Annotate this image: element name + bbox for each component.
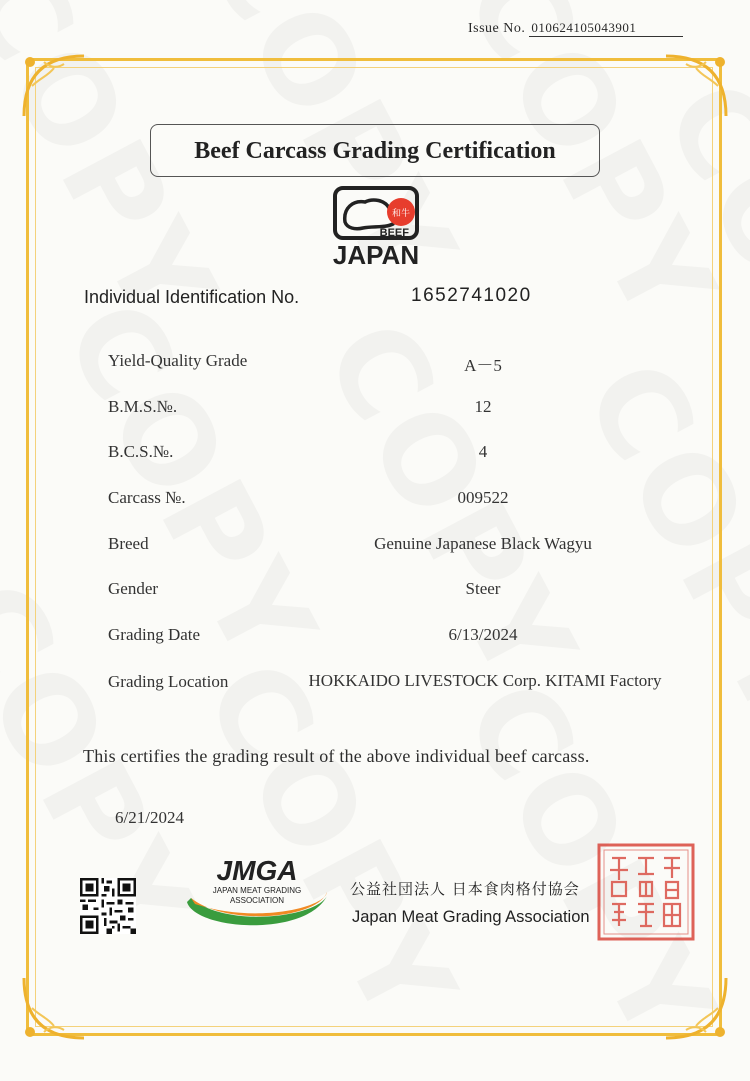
bcs-label: B.C.S.№. <box>108 442 174 461</box>
issue-number: 010624105043901 <box>529 20 683 37</box>
issue-date: 6/21/2024 <box>115 808 184 827</box>
issue-number-line <box>468 20 683 37</box>
bms-value: 12 <box>474 397 492 416</box>
carcass-number-label: Carcass №. <box>108 488 186 507</box>
jmga-line1: JAPAN MEAT GRADING <box>212 886 302 895</box>
gender-label: Gender <box>108 579 159 598</box>
corner-ornament-icon <box>656 968 736 1048</box>
wagyu-beef-japan-logo-icon <box>333 186 419 268</box>
logo-beef-text: BEEF <box>379 227 409 239</box>
corner-ornament-icon <box>14 46 94 126</box>
identification-value: 1652741020 <box>411 285 532 306</box>
organization-name-english: Japan Meat Grading Association <box>352 908 590 926</box>
jmga-line2: ASSOCIATION <box>229 896 285 905</box>
grading-date-value: 6/13/2024 <box>448 625 518 644</box>
identification-label: Individual Identification No. <box>84 287 300 307</box>
breed-label: Breed <box>108 534 149 553</box>
jmga-logo-icon <box>185 852 329 934</box>
bms-label: B.M.S.№. <box>108 397 178 416</box>
corner-ornament-icon <box>14 968 94 1048</box>
breed-value: Genuine Japanese Black Wagyu <box>374 534 592 553</box>
grade-label: Yield-Quality Grade <box>108 351 248 370</box>
gender-value: Steer <box>465 579 501 598</box>
certificate-title: Beef Carcass Grading Certification <box>150 124 600 177</box>
logo-kanji: 和牛 <box>391 209 411 219</box>
bcs-value: 4 <box>478 442 488 461</box>
grading-location-label: Grading Location <box>108 672 229 691</box>
issue-label: Issue No. <box>468 21 526 36</box>
organization-name-japanese: 公益社団法人 日本食肉格付協会 <box>350 880 580 898</box>
official-seal-stamp-icon <box>596 842 696 942</box>
grade-value: A－5 <box>464 356 502 375</box>
certification-statement: This certifies the grading result of the above individual beef carcass. <box>83 746 590 766</box>
qr-code-icon <box>80 878 136 934</box>
logo-japan-text: JAPAN <box>333 240 419 268</box>
corner-ornament-icon <box>656 46 736 126</box>
grading-date-label: Grading Date <box>108 625 201 644</box>
carcass-number-value: 009522 <box>457 488 509 507</box>
jmga-acronym: JMGA <box>216 855 298 886</box>
grading-location-value: HOKKAIDO LIVESTOCK Corp. KITAMI Factory <box>308 671 662 690</box>
